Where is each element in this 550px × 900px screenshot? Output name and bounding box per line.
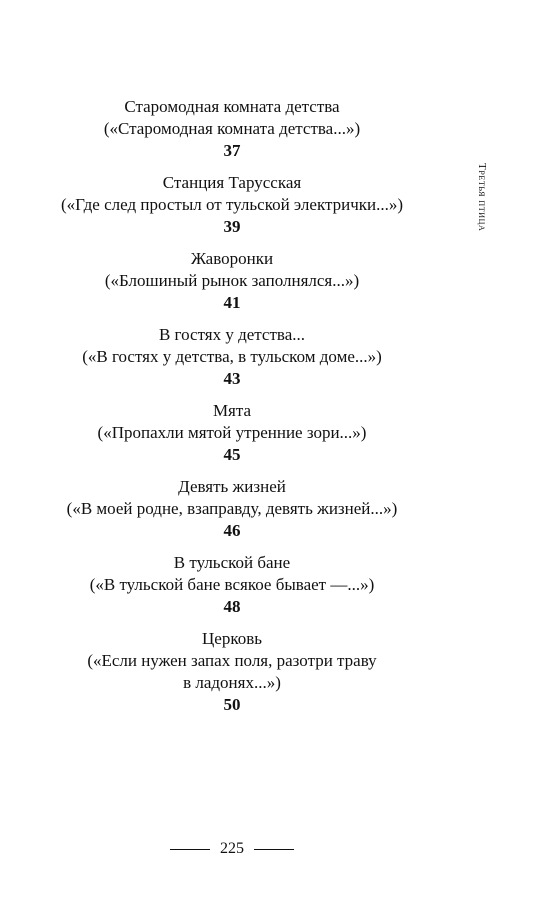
entry-first-line: («В тульской бане всякое бывает —...») [89, 575, 375, 594]
entry-first-line-continued: в ладонях...») [183, 673, 281, 692]
page-folio [0, 840, 464, 858]
toc-entry [0, 628, 464, 716]
entry-first-line: («Если нужен запах поля, разотри траву [87, 651, 377, 670]
toc-entry [0, 476, 464, 542]
toc-entry [0, 248, 464, 314]
entry-first-line: («Где след простыл от тульской электрички...») [60, 195, 404, 214]
folio-rule-left [170, 849, 210, 850]
toc-entry [0, 324, 464, 390]
entry-page-number: 46 [223, 521, 241, 540]
toc-entry [0, 400, 464, 466]
entry-first-line: («В моей родне, взаправду, девять жизней...») [66, 499, 398, 518]
entry-title: Церковь [202, 629, 262, 648]
entry-page-number: 39 [223, 217, 241, 236]
entry-first-line: («Старомодная комната детства...») [103, 119, 361, 138]
entry-title: Девять жизней [178, 477, 286, 496]
running-head: Третья птица [476, 163, 488, 232]
toc-entry [0, 172, 464, 238]
page-number: 225 [220, 840, 244, 857]
entry-title: Жаворонки [190, 249, 274, 268]
entry-title: Старомодная комната детства [124, 97, 340, 116]
entry-page-number: 50 [223, 695, 241, 714]
entry-title: Станция Тарусская [162, 173, 302, 192]
folio-rule-right [254, 849, 294, 850]
entry-title: В тульской бане [173, 553, 291, 572]
toc-entry [0, 96, 464, 162]
entry-page-number: 41 [223, 293, 241, 312]
entry-first-line: («В гостях у детства, в тульском доме...») [82, 347, 382, 366]
entry-title: В гостях у детства... [158, 325, 306, 344]
table-of-contents [0, 96, 464, 726]
entry-page-number: 43 [223, 369, 241, 388]
entry-page-number: 37 [223, 141, 241, 160]
entry-page-number: 48 [223, 597, 241, 616]
toc-entry [0, 552, 464, 618]
entry-title: Мята [212, 401, 252, 420]
entry-first-line: («Блошиный рынок заполнялся...») [104, 271, 360, 290]
entry-page-number: 45 [223, 445, 241, 464]
entry-first-line: («Пропахли мятой утренние зори...») [97, 423, 367, 442]
